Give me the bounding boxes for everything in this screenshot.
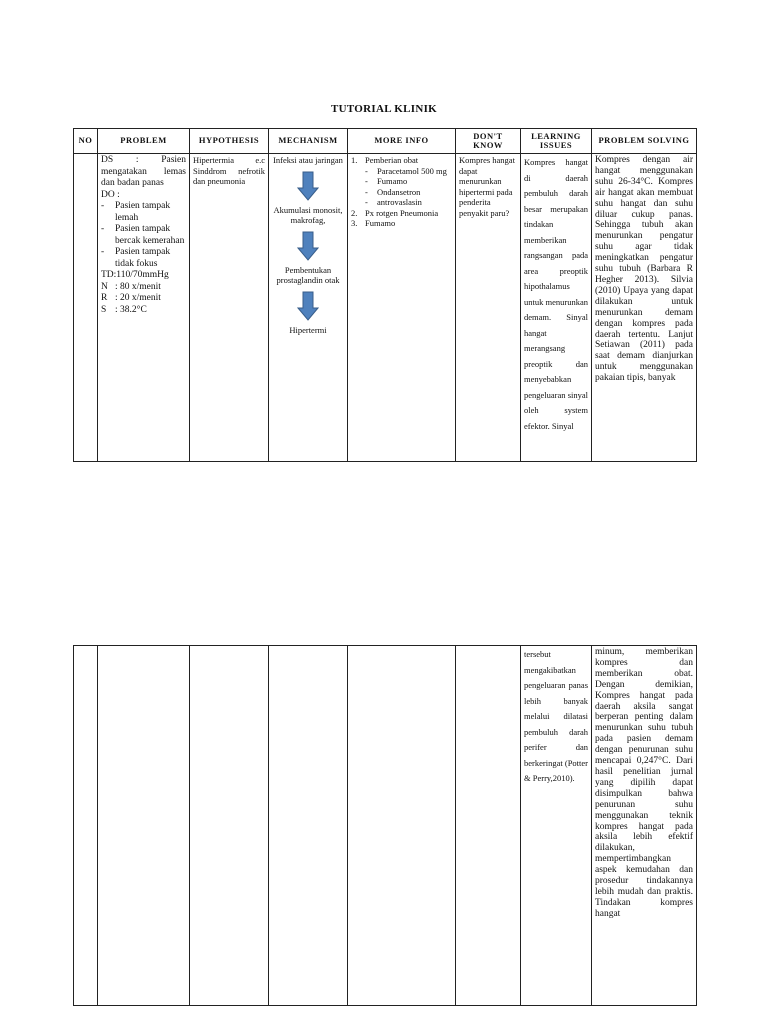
header-learning-issues: LEARNING ISSUES: [521, 129, 592, 154]
mechanism-step: Hipertermi: [289, 324, 327, 335]
list-item: - Pasien tampak lemah: [101, 201, 171, 223]
table-row: [74, 646, 697, 1006]
no-cell: [74, 154, 98, 462]
more-info-cell: [348, 646, 456, 1006]
mechanism-step: Pembentukan prostaglandin otak: [276, 264, 340, 285]
problem-solving-cell: minum, memberikan kompres dan memberikan obat. Dengan demikian, Kompres hangat pada daerah aksila sangat berperan penting dalam menurunkan suhu tubuh pada pasien demam dengan penurunan suhu mencapai 0,247°C. Dari hasil penelitian jurnal yang dipilih dapat disimpulkan bahwa penurunan suhu menggunakan teknik kompres hangat pada aksila lebih efektif dilakukan, mempertimbangkan aspek kemudahan dan prosedur tindakannya lebih mudah dan praktis. Tindakan kompres hangat: [592, 646, 697, 1006]
mechanism-cell: [269, 154, 348, 462]
tutorial-table-page-2: [73, 645, 697, 1006]
learning-issues-cell: tersebut mengakibatkan pengeluaran panas lebih banyak melalui dilatasi pembuluh darah perifer dan berkeringat (Potter & Perry,2010).: [521, 646, 592, 1006]
mechanism-step: Akumulasi monosit, makrofag,: [273, 204, 343, 225]
list-item: 2. Px rotgen Pneumonia: [351, 207, 439, 218]
header-mechanism: MECHANISM: [269, 129, 348, 154]
list-item: - antrovaslasin: [365, 197, 422, 207]
list-item: - Pasien tampak bercak kemerahan: [101, 224, 185, 246]
hypothesis-cell: [190, 646, 269, 1006]
list-item: - Fumamo: [365, 176, 408, 186]
problem-cell: [98, 646, 190, 1006]
list-item: - Ondansetron: [365, 186, 421, 197]
learning-issues-cell: Kompres hangat di daerah pembuluh darah besar merupakan tindakan memberikan rangsangan pada area preoptik hipothalamus untuk menurunkan demam. Sinyal hangat merangsang preoptik dan menyebabkan pengeluaran sinyal oleh system efektor. Sinyal: [521, 154, 592, 462]
down-arrow-icon: [297, 171, 319, 201]
problem-ds: DS : Pasien mengatakan lemas dan badan panas: [101, 155, 186, 188]
list-item: - Paracetamol 500 mg: [365, 165, 447, 176]
vital-sign: R : 20 x/menit: [101, 293, 161, 303]
problem-do-label: DO :: [101, 189, 120, 200]
document-title: TUTORIAL KLINIK: [330, 103, 438, 115]
mechanism-step: Infeksi atau jaringan: [273, 155, 343, 165]
vital-sign: TD :110/70mmHg: [101, 270, 169, 280]
problem-solving-cell: Kompres dengan air hangat menggunakan suhu 26-34°C. Kompres air hangat akan membuat suhu hangat dan suhu diluar cukup panas. Sehingga tubuh akan menurunkan pengatur suhu agar tidak meningkatkan pengatur suhu tubuh (Barbara R Hegher 2013). Silvia (2010) Upaya yang dapat dilakukan untuk menurunkan demam dengan kompres pada daerah tertentu. Lanjut Setiawan (2011) pada saat demam dianjurkan untuk menggunakan pakaian tipis, banyak: [592, 154, 697, 462]
list-item: 1. Pemberian obat: [351, 155, 419, 165]
vital-sign: S : 38.2°C: [101, 304, 147, 315]
header-hypothesis: HYPOTHESIS: [190, 129, 269, 154]
header-row: [74, 129, 697, 154]
header-problem-solving: PROBLEM SOLVING: [592, 129, 697, 154]
problem-cell: [98, 154, 190, 462]
header-problem: PROBLEM: [98, 129, 190, 154]
table-row: [74, 154, 697, 462]
header-more-info: MORE INFO: [348, 129, 456, 154]
list-item: - Pasien tampak tidak fokus: [101, 247, 171, 269]
dont-know-cell: Kompres hangat dapat menurunkan hipertermi pada penderita penyakit paru?: [456, 154, 521, 462]
no-cell: [74, 646, 98, 1006]
more-info-cell: [348, 154, 456, 462]
down-arrow-icon: [297, 291, 319, 321]
hypothesis-cell: Hipertermia e.c Sinddrom nefrotik dan pneumonia: [190, 154, 269, 462]
mechanism-cell: [269, 646, 348, 1006]
dont-know-cell: [456, 646, 521, 1006]
header-dont-know: DON'T KNOW: [456, 129, 521, 154]
down-arrow-icon: [297, 231, 319, 261]
vital-sign: N : 80 x/menit: [101, 281, 161, 292]
list-item: 3. Fumamo: [351, 218, 396, 228]
tutorial-table-page-1: [73, 128, 697, 462]
header-no: NO: [74, 129, 98, 154]
